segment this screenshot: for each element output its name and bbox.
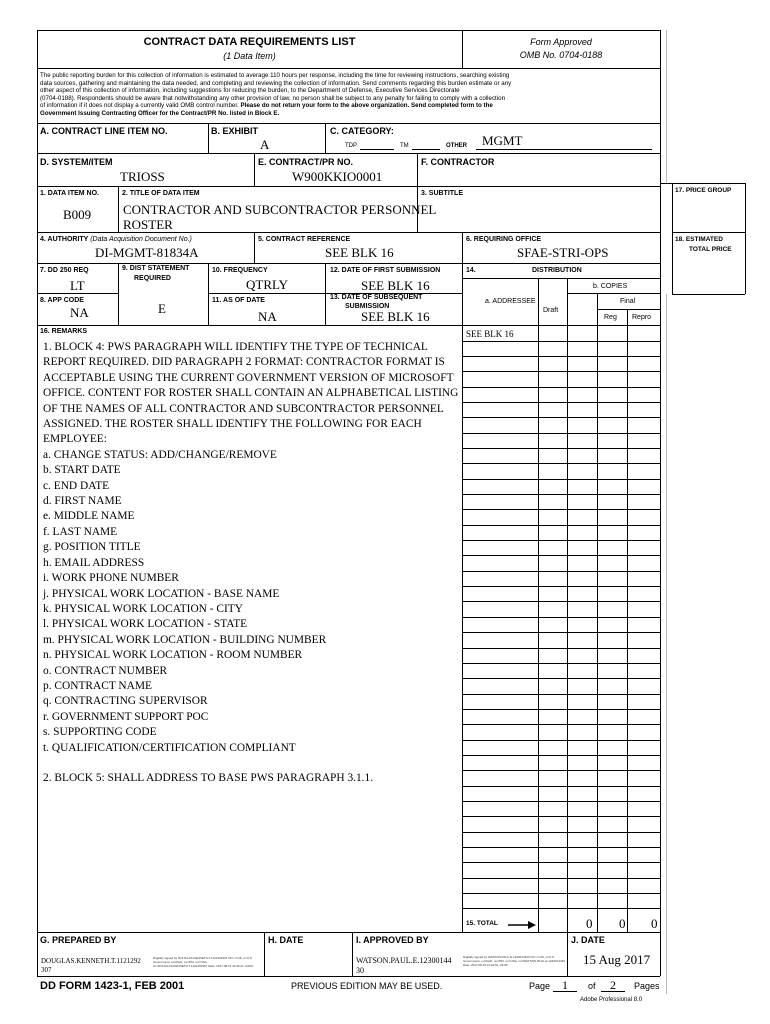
remarks-line: o. CONTRACT NUMBER — [43, 664, 168, 677]
col-line — [118, 263, 119, 325]
price-box-left — [672, 183, 673, 294]
col-line — [254, 232, 255, 263]
frequency-label: 10. FREQUENCY — [212, 267, 268, 274]
distribution-row-line — [462, 786, 660, 787]
prepared-by-signature-note[interactable]: Digitally signed by DOUGLAS.KENNETH.T.1121292307 DN: c=US, o=U.S. Government, ou=DoD, ou=PKI, ou=USA, cn=DOUGLAS.KENNETH.T.1121292307 Date: 2017.08.15 10:40:21 -04'00' — [153, 956, 254, 968]
col-line — [118, 186, 119, 232]
total-reg: 0 — [619, 916, 626, 931]
as-of-date-value[interactable]: NA — [258, 309, 277, 324]
margin-rule — [666, 294, 667, 994]
col-line — [325, 123, 326, 153]
remarks-line: t. QUALIFICATION/CERTIFICATION COMPLIANT — [43, 741, 296, 754]
draft-label: Draft — [543, 307, 559, 314]
app-code-value[interactable]: NA — [70, 305, 89, 320]
row-line — [37, 293, 118, 294]
remarks-line: r. GOVERNMENT SUPPORT POC — [43, 710, 209, 723]
row-line — [567, 293, 660, 294]
distribution-row-line — [462, 387, 660, 388]
distribution-row-line — [462, 479, 660, 480]
distribution-row-line — [462, 601, 660, 602]
pages-label: Pages — [634, 981, 660, 991]
distribution-row-line — [462, 878, 660, 879]
tdp-label: TDP — [345, 143, 357, 149]
copies-label: b. COPIES — [593, 283, 628, 290]
contract-pr-value[interactable]: W900KKIO0001 — [292, 169, 383, 184]
remarks-line: b. START DATE — [43, 464, 121, 477]
frequency-value[interactable]: QTRLY — [246, 277, 289, 292]
remarks-line: l. PHYSICAL WORK LOCATION - STATE — [43, 618, 248, 631]
distribution-row-line — [462, 586, 660, 587]
burden-line — [40, 102, 658, 110]
price-box-right — [745, 183, 746, 294]
remarks-line: q. CONTRACTING SUPERVISOR — [43, 695, 208, 708]
estimated-total-label-2: TOTAL PRICE — [689, 246, 732, 253]
distribution-row-line — [462, 663, 660, 664]
previous-edition-note: PREVIOUS EDITION MAY BE USED. — [291, 981, 443, 991]
dd250-label: 7. DD 250 REQ — [40, 267, 89, 274]
tm-label: TM — [400, 143, 409, 149]
col-line — [254, 153, 255, 186]
dist-statement-label-1: 9. DIST STATEMENT — [122, 265, 190, 272]
final-label: Final — [620, 298, 636, 305]
col-line — [352, 932, 353, 976]
remarks-line: g. POSITION TITLE — [43, 541, 141, 554]
contract-pr-label: E. CONTRACT/PR NO. — [258, 157, 354, 167]
distribution-row-line — [462, 509, 660, 510]
authority-label — [40, 236, 192, 244]
col-line — [567, 932, 568, 976]
header-divider — [462, 30, 463, 68]
prepared-by-label: G. PREPARED BY — [40, 935, 117, 945]
burden-line: Government Issuing Contracting Officer for the Contract/PR No. listed in Block E. — [40, 109, 280, 117]
other-line — [476, 149, 652, 150]
other-label: OTHER — [446, 143, 467, 149]
remarks-label: 16. REMARKS — [40, 328, 88, 335]
distribution-row-line — [462, 832, 660, 833]
distribution-label: DISTRIBUTION — [532, 267, 582, 274]
remarks-line: REPORT REQUIRED. DID PARAGRAPH 2 FORMAT: CONTRACTOR FORMAT IS — [43, 356, 445, 369]
burden-line: other aspect of this collection of information, including suggestions for reducing the burden, to the Department of Defense, Executive Services Directorate — [40, 87, 460, 95]
omb-number: OMB No. 0704-0188 — [519, 50, 603, 60]
row-line — [37, 153, 660, 154]
distribution-row-line — [462, 540, 660, 541]
dist-col-line — [567, 278, 568, 932]
remarks-line: d. FIRST NAME — [43, 495, 122, 508]
first-submission-label: 12. DATE OF FIRST SUBMISSION — [330, 267, 441, 274]
authority-label-text: 4. AUTHORITY — [40, 236, 89, 243]
distribution-row-line — [462, 801, 660, 802]
contract-reference-value[interactable]: SEE BLK 16 — [325, 245, 394, 260]
distribution-row-line — [462, 893, 660, 894]
col-line — [325, 263, 326, 325]
distribution-row-line — [462, 463, 660, 464]
distribution-row-line — [462, 908, 660, 909]
distribution-row-line — [462, 694, 660, 695]
dist-col-line — [538, 278, 539, 932]
software-note: Adobe Professional 8.0 — [580, 997, 643, 1003]
date-j-label: J. DATE — [571, 935, 605, 945]
distribution-row-line — [462, 648, 660, 649]
row-line — [208, 293, 325, 294]
remarks-line: 2. BLOCK 5: SHALL ADDRESS TO BASE PWS PARAGRAPH 3.1.1. — [43, 772, 374, 785]
remarks-text[interactable] — [43, 340, 465, 787]
price-box-mid — [672, 232, 745, 233]
burden-line: (0704-0188). Respondents should be aware that notwithstanding any other provision of law, no person shall be subject to any penalty for failing to comply with a collection — [40, 94, 506, 102]
burden-line-part: of information if it does not display a currently valid OMB control number. — [40, 102, 241, 110]
repro-label: Repro — [632, 314, 652, 321]
category-value[interactable]: MGMT — [482, 133, 523, 148]
addressee-label: a. ADDRESSEE — [485, 298, 536, 305]
remarks-line: c. END DATE — [43, 479, 110, 492]
distribution-row-line — [462, 525, 660, 526]
prepared-by-name-1: DOUGLAS.KENNETH.T.1121292 — [41, 957, 141, 965]
distribution-row-line — [462, 724, 660, 725]
price-box-bottom — [672, 294, 745, 295]
total-repro: 0 — [651, 916, 658, 931]
price-group-label: 17. PRICE GROUP — [675, 187, 732, 194]
form-id: DD FORM 1423-1, FEB 2001 — [40, 980, 185, 992]
reg-label: Reg — [604, 314, 617, 321]
distribution-row-line — [462, 678, 660, 679]
first-submission-value[interactable]: SEE BLK 16 — [361, 278, 430, 293]
dist-statement-label-2: REQUIRED — [134, 275, 171, 282]
total-draft: 0 — [586, 916, 593, 931]
page-label: Page — [529, 981, 551, 991]
contractor-label: F. CONTRACTOR — [421, 157, 495, 167]
remarks-line: e. MIDDLE NAME — [43, 510, 135, 523]
dd250-value[interactable]: LT — [70, 278, 85, 293]
remarks-line: OF THE NAMES OF ALL CONTRACTOR AND SUBCONTRACTOR PERSONNEL — [43, 402, 444, 415]
title-label: 2. TITLE OF DATA ITEM — [122, 190, 200, 197]
tm-line — [412, 149, 440, 150]
distribution-row-line — [462, 862, 660, 863]
approved-by-signature-note[interactable]: Digitally signed by WATSON.PAUL.E.1230014430 DN: c=US, o=U.S. Government, ou=DoD, ou=PKI, ou=USA, cn=WATSON.PAUL.E.1230014430 Date: 2017.08.15 11:02:54 -04'00' — [463, 955, 565, 967]
row-line — [37, 263, 660, 264]
remarks-line: OFFICE. CONTENT FOR ROSTER SHALL CONTAIN AN ALPHABETICAL LISTING — [43, 387, 459, 400]
title-value-line1[interactable]: CONTRACTOR AND SUBCONTRACTOR PERSONNEL — [123, 202, 437, 217]
row-line — [37, 186, 660, 187]
of-label: of — [588, 981, 596, 991]
estimated-total-label-1: 18. ESTIMATED — [675, 236, 723, 243]
distribution-row-line — [462, 341, 660, 342]
remarks-line: h. EMAIL ADDRESS — [43, 556, 145, 569]
exhibit-value[interactable]: A — [260, 137, 270, 152]
remarks-line: i. WORK PHONE NUMBER — [43, 572, 179, 585]
addressee-value[interactable]: SEE BLK 16 — [466, 329, 514, 339]
remarks-line: ACCEPTABLE USING THE CURRENT GOVERNMENT VERSION OF MICROSOFT — [43, 371, 454, 384]
approved-by-label: I. APPROVED BY — [356, 935, 429, 945]
category-label: C. CATEGORY: — [330, 126, 394, 136]
remarks-line: j. PHYSICAL WORK LOCATION - BASE NAME — [43, 587, 280, 600]
data-item-no-value[interactable]: B009 — [63, 207, 92, 222]
remarks-line: s. SUPPORTING CODE — [43, 726, 157, 739]
row-line — [462, 278, 660, 279]
col-line — [417, 153, 418, 186]
authority-value[interactable]: DI-MGMT-81834A — [95, 245, 199, 260]
distribution-row-line — [462, 356, 660, 357]
requiring-office-value[interactable]: SFAE-STRI-OPS — [517, 245, 609, 260]
col-line — [37, 932, 38, 976]
remarks-line: EMPLOYEE: — [43, 433, 107, 446]
form-top-border — [37, 30, 660, 31]
row-line — [37, 232, 660, 233]
col-line — [660, 932, 661, 976]
form-approved-label: Form Approved — [530, 37, 592, 47]
dist-col-line — [597, 293, 598, 932]
system-item-label: D. SYSTEM/ITEM — [40, 157, 113, 167]
distribution-row-line — [462, 632, 660, 633]
remarks-line: k. PHYSICAL WORK LOCATION - CITY — [43, 602, 243, 615]
exhibit-label: B. EXHIBIT — [211, 126, 259, 136]
page-number[interactable]: 1 — [553, 979, 577, 992]
dist-statement-value[interactable]: E — [158, 301, 166, 316]
contract-line-item-label: A. CONTRACT LINE ITEM NO. — [40, 126, 168, 136]
distribution-row-line — [462, 770, 660, 771]
distribution-row-line — [462, 448, 660, 449]
remarks-line: 1. BLOCK 4: PWS PARAGRAPH WILL IDENTIFY THE TYPE OF TECHNICAL — [43, 341, 428, 353]
subsequent-submission-value[interactable]: SEE BLK 16 — [361, 309, 430, 324]
distribution-row-line — [462, 755, 660, 756]
tdp-line — [360, 149, 394, 150]
distribution-row-line — [462, 816, 660, 817]
col-line — [462, 232, 463, 263]
subsequent-submission-label-2: SUBMISSION — [345, 303, 390, 310]
distribution-row-line — [462, 709, 660, 710]
remarks-line: n. PHYSICAL WORK LOCATION - ROOM NUMBER — [43, 649, 303, 662]
col-line — [264, 932, 265, 976]
subtitle-label: 3. SUBTITLE — [421, 190, 464, 197]
col-line — [462, 263, 463, 325]
row-line — [37, 123, 660, 124]
remarks-line: f. LAST NAME — [43, 525, 118, 538]
burden-line: data sources, gathering and maintaining the data needed, and completing and reviewing the collection of information. Send comments regarding this burden estimate or any — [40, 79, 512, 87]
header-bottom-line — [37, 68, 660, 69]
burden-statement — [40, 72, 658, 118]
remarks-line: m. PHYSICAL WORK LOCATION - BUILDING NUMBER — [43, 633, 327, 646]
as-of-date-label: 11. AS OF DATE — [212, 297, 265, 304]
form-subtitle: (1 Data Item) — [223, 51, 276, 61]
remarks-line — [43, 756, 465, 771]
burden-line: The public reporting burden for this collection of information is estimated to average 110 hours per response, including the time for reviewing instructions, searching existing — [40, 72, 510, 79]
col-line — [208, 123, 209, 153]
remarks-line: ASSIGNED. THE ROSTER SHALL IDENTIFY THE FOLLOWING FOR EACH — [43, 418, 422, 431]
authority-label-note: (Data Acquisition Document No.) — [90, 236, 192, 243]
distribution-row-line — [462, 402, 660, 403]
form-bottom-border — [37, 976, 660, 977]
approved-by-name-2: 30 — [356, 966, 364, 975]
contract-reference-label: 5. CONTRACT REFERENCE — [258, 236, 351, 243]
distribution-no-label: 14. — [466, 267, 476, 274]
distribution-row-line — [462, 371, 660, 372]
form-left-border — [37, 30, 38, 932]
date-j-value[interactable]: 15 Aug 2017 — [583, 952, 651, 967]
margin-rule — [666, 30, 667, 183]
distribution-row-line — [462, 571, 660, 572]
distribution-row-line — [462, 847, 660, 848]
subsequent-submission-label-1: 13. DATE OF SUBSEQUENT — [330, 294, 423, 301]
requiring-office-label: 6. REQUIRING OFFICE — [466, 236, 542, 243]
data-item-no-label: 1. DATA ITEM NO. — [40, 190, 99, 197]
remarks-line: p. CONTRACT NAME — [43, 679, 152, 692]
row-line — [597, 309, 660, 310]
distribution-row-line — [462, 740, 660, 741]
distribution-row-line — [462, 555, 660, 556]
remarks-line: a. CHANGE STATUS: ADD/CHANGE/REMOVE — [43, 448, 277, 461]
form-title: CONTRACT DATA REQUIREMENTS LIST — [143, 36, 356, 48]
distribution-row-line — [462, 617, 660, 618]
burden-line-bold: Please do not return your form to the above organization. Send completed form to the — [240, 102, 493, 110]
date-h-label: H. DATE — [268, 935, 304, 945]
total-label: 15. TOTAL — [466, 920, 498, 927]
page-total[interactable]: 2 — [601, 979, 625, 992]
title-value-line2[interactable]: ROSTER — [123, 217, 173, 232]
col-line — [208, 263, 209, 325]
prepared-by-name-2: 307 — [41, 966, 52, 974]
system-item-value[interactable]: TRIOSS — [120, 169, 165, 184]
distribution-row-line — [462, 417, 660, 418]
distribution-row-line — [462, 433, 660, 434]
distribution-row-line — [462, 494, 660, 495]
approved-by-name-1: WATSON.PAUL.E.12300144 — [356, 956, 452, 965]
app-code-label: 8. APP CODE — [40, 297, 84, 304]
form-right-border — [660, 30, 661, 932]
